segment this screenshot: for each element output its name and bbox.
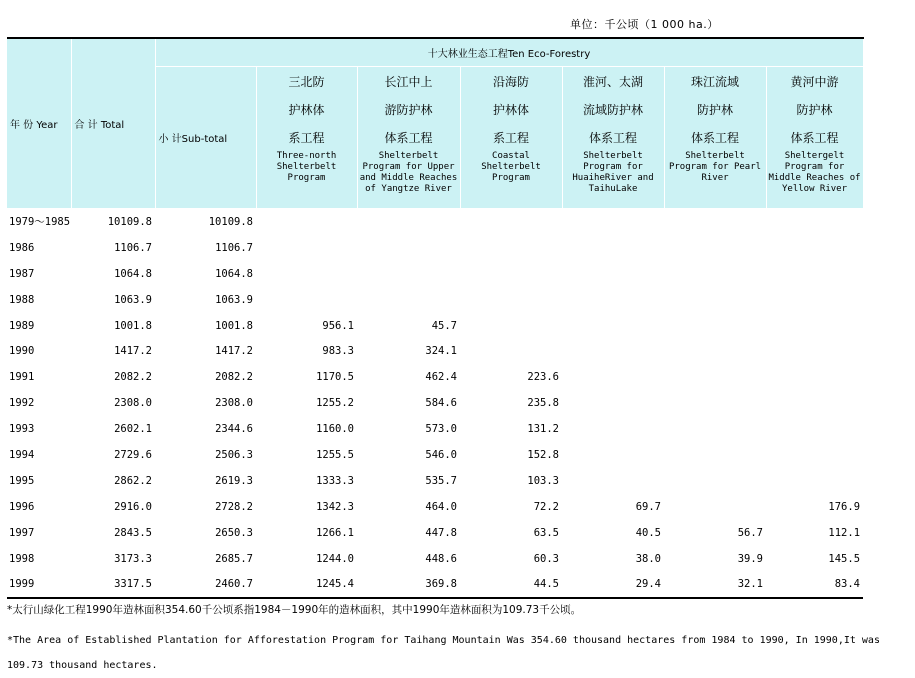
value-cell (664, 209, 766, 235)
year-header: 年 份 Year (7, 38, 71, 209)
column-zh-1: 长江中上 (384, 75, 433, 89)
value-cell (766, 390, 863, 416)
value-cell (256, 235, 357, 261)
value-cell: 956.1 (322, 319, 354, 332)
value-cell (562, 313, 664, 339)
value-cell: 1063.9 (215, 293, 253, 306)
subtotal-header: 小 计Sub-total (155, 67, 256, 209)
table-row (7, 520, 863, 546)
column-en: Three-north Shelterbelt Program (276, 151, 337, 183)
table-row (7, 546, 863, 572)
value-cell: 1064.8 (114, 267, 152, 280)
value-cell: 2308.0 (215, 397, 253, 410)
value-cell: 1001.8 (114, 319, 152, 332)
value-cell (766, 287, 863, 313)
value-cell: 2082.2 (114, 371, 152, 384)
value-cell: 1255.5 (316, 448, 354, 461)
value-cell: 1266.1 (316, 526, 354, 539)
value-cell: 2082.2 (215, 371, 253, 384)
value-cell: 1245.4 (256, 571, 357, 598)
value-cell: 2619.3 (215, 474, 253, 487)
value-cell (562, 338, 664, 364)
value-cell (460, 338, 562, 364)
column-en: Shelterbelt Program for HuaiheRiver and TaihuLake (572, 151, 654, 194)
value-cell (664, 364, 766, 390)
note-en: *The Area of Established Plantation for Afforestation Program for Taihang Mountain Was 354.60 thousand hectares from 1984 to 1990, In 1990,It was 109.73 thousand hectares. (7, 635, 880, 671)
value-cell: 83.4 (766, 571, 863, 598)
value-cell: 39.9 (737, 552, 763, 565)
value-cell: 369.8 (357, 571, 460, 598)
value-cell (766, 261, 863, 287)
value-cell: 40.5 (635, 526, 661, 539)
value-cell (766, 209, 863, 235)
value-cell (664, 390, 766, 416)
column-zh-1: 黄河中游 (790, 75, 839, 89)
total-header: 合 计 Total (71, 38, 155, 209)
value-cell: 2729.6 (114, 448, 152, 461)
value-cell: 2308.0 (114, 397, 152, 410)
value-cell (766, 364, 863, 390)
column-header (766, 67, 863, 209)
value-cell: 145.5 (828, 552, 861, 565)
value-cell: 462.4 (425, 371, 457, 384)
column-zh-1: 珠江流域 (690, 75, 739, 89)
value-cell (357, 209, 460, 235)
value-cell: 1106.7 (215, 241, 253, 254)
value-cell: 60.3 (533, 552, 559, 565)
value-cell: 2685.7 (215, 552, 253, 565)
column-en: Shelterbelt Program for Upper and Middle Reaches of Yangtze River (359, 151, 458, 194)
column-header (562, 67, 664, 209)
table-row (7, 390, 863, 416)
value-cell: 1063.9 (114, 293, 152, 306)
value-cell (256, 261, 357, 287)
value-cell: 56.7 (737, 526, 763, 539)
year-cell: 1997 (9, 526, 35, 539)
value-cell: 72.2 (533, 500, 559, 513)
value-cell: 10109.8 (107, 215, 152, 228)
value-cell: 464.0 (425, 500, 457, 513)
value-cell: 584.6 (425, 397, 457, 410)
table-row (7, 494, 863, 520)
column-zh-1: 沿海防 (492, 75, 529, 89)
column-zh-2: 游防护林 (384, 103, 433, 117)
value-cell: 535.7 (425, 474, 457, 487)
value-cell (766, 235, 863, 261)
value-cell: 1001.8 (215, 319, 253, 332)
year-cell: 1995 (9, 474, 35, 487)
value-cell (460, 209, 562, 235)
table-row (7, 416, 863, 442)
column-zh-3: 体系工程 (588, 131, 637, 145)
column-zh-3: 系工程 (492, 131, 529, 145)
year-cell: 1992 (9, 397, 35, 410)
value-cell (766, 442, 863, 468)
value-cell: 152.8 (527, 448, 559, 461)
year-cell: 1990 (9, 345, 35, 358)
value-cell (357, 287, 460, 313)
value-cell: 1417.2 (215, 345, 253, 358)
value-cell: 3173.3 (114, 552, 152, 565)
value-cell: 1342.3 (316, 500, 354, 513)
value-cell (664, 468, 766, 494)
value-cell (256, 287, 357, 313)
value-cell (664, 235, 766, 261)
value-cell (766, 313, 863, 339)
value-cell (664, 261, 766, 287)
value-cell (562, 364, 664, 390)
year-cell: 1986 (9, 241, 35, 254)
value-cell (562, 390, 664, 416)
column-zh-2: 护林体 (492, 103, 529, 117)
table-row (7, 313, 863, 339)
value-cell (562, 287, 664, 313)
value-cell: 1106.7 (114, 241, 152, 254)
column-header (357, 67, 460, 209)
value-cell: 573.0 (425, 423, 457, 436)
value-cell: 32.1 (664, 571, 766, 598)
table-row (7, 468, 863, 494)
value-cell: 1244.0 (316, 552, 354, 565)
year-cell: 1993 (9, 423, 35, 436)
forestry-table (7, 37, 864, 599)
value-cell: 44.5 (460, 571, 562, 598)
column-zh-3: 系工程 (288, 131, 325, 145)
year-cell: 1989 (9, 319, 35, 332)
value-cell (562, 235, 664, 261)
value-cell: 983.3 (322, 345, 354, 358)
value-cell: 2728.2 (215, 500, 253, 513)
value-cell: 546.0 (425, 448, 457, 461)
value-cell: 69.7 (635, 500, 661, 513)
value-cell: 1255.2 (316, 397, 354, 410)
header-row-1 (7, 38, 863, 67)
column-zh-2: 防护林 (696, 103, 733, 117)
note-zh: *太行山绿化工程1990年造林面积354.60千公顷系指1984－1990年的造林面积，其中1990年造林面积为109.73千公顷。 (7, 604, 582, 616)
table-row (7, 571, 863, 598)
value-cell: 1064.8 (215, 267, 253, 280)
value-cell: 2602.1 (114, 423, 152, 436)
value-cell (562, 442, 664, 468)
column-zh-2: 护林体 (288, 103, 325, 117)
year-cell: 1994 (9, 448, 35, 461)
value-cell (357, 235, 460, 261)
column-zh-2: 防护林 (796, 103, 833, 117)
value-cell (562, 468, 664, 494)
value-cell (664, 442, 766, 468)
table-row (7, 287, 863, 313)
column-zh-3: 体系工程 (690, 131, 739, 145)
table-body (7, 209, 863, 599)
table-row (7, 235, 863, 261)
value-cell: 2862.2 (114, 474, 152, 487)
value-cell: 223.6 (527, 371, 559, 384)
value-cell: 1160.0 (316, 423, 354, 436)
value-cell: 1333.3 (316, 474, 354, 487)
table-row (7, 364, 863, 390)
year-cell: 1988 (9, 293, 35, 306)
value-cell (664, 287, 766, 313)
value-cell: 447.8 (425, 526, 457, 539)
year-cell: 1991 (9, 371, 35, 384)
value-cell (256, 209, 357, 235)
value-cell (766, 416, 863, 442)
year-cell: 1999 (7, 571, 71, 598)
column-zh-3: 体系工程 (790, 131, 839, 145)
value-cell: 2843.5 (114, 526, 152, 539)
column-en: Shelterbelt Program for Pearl River (668, 151, 762, 183)
value-cell (562, 416, 664, 442)
column-en: Coastal Shelterbelt Program (481, 151, 541, 183)
value-cell: 38.0 (635, 552, 661, 565)
value-cell: 2460.7 (155, 571, 256, 598)
value-cell (562, 209, 664, 235)
value-cell (460, 287, 562, 313)
year-cell: 1979～1985 (9, 216, 71, 229)
column-zh-3: 体系工程 (384, 131, 433, 145)
value-cell: 63.5 (533, 526, 559, 539)
value-cell: 3317.5 (71, 571, 155, 598)
table-row (7, 261, 863, 287)
value-cell: 176.9 (828, 500, 861, 513)
value-cell (766, 338, 863, 364)
value-cell (664, 338, 766, 364)
table-row (7, 209, 863, 235)
value-cell: 1170.5 (316, 371, 354, 384)
value-cell (460, 313, 562, 339)
value-cell (664, 494, 766, 520)
column-header (460, 67, 562, 209)
value-cell: 112.1 (828, 526, 861, 539)
table-row (7, 442, 863, 468)
value-cell (460, 235, 562, 261)
value-cell: 29.4 (562, 571, 664, 598)
value-cell: 2650.3 (215, 526, 253, 539)
value-cell: 10109.8 (208, 215, 253, 228)
column-header (256, 67, 357, 209)
value-cell: 2506.3 (215, 448, 253, 461)
value-cell: 103.3 (527, 474, 559, 487)
column-header (664, 67, 766, 209)
value-cell: 1417.2 (114, 345, 152, 358)
value-cell (460, 261, 562, 287)
value-cell: 131.2 (527, 423, 559, 436)
value-cell: 324.1 (425, 345, 457, 358)
year-cell: 1998 (9, 552, 35, 565)
value-cell (664, 416, 766, 442)
value-cell: 2916.0 (114, 500, 152, 513)
column-en: Sheltergelt Program for Middle Reaches of Yellow River (768, 151, 861, 194)
eco-forestry-header: 十大林业生态工程Ten Eco-Forestry (155, 38, 863, 67)
year-cell: 1996 (9, 500, 35, 513)
value-cell: 45.7 (431, 319, 457, 332)
value-cell: 448.6 (425, 552, 457, 565)
column-zh-2: 流域防护林 (582, 103, 643, 117)
value-cell (357, 261, 460, 287)
column-zh-1: 三北防 (288, 75, 325, 89)
value-cell: 2344.6 (215, 423, 253, 436)
value-cell (664, 313, 766, 339)
table-row (7, 338, 863, 364)
value-cell (766, 468, 863, 494)
value-cell: 235.8 (527, 397, 559, 410)
column-zh-1: 淮河、太湖 (582, 75, 643, 89)
value-cell (562, 261, 664, 287)
unit-label: 单位：千公顷（1 000 ha.） (570, 18, 719, 31)
year-cell: 1987 (9, 267, 35, 280)
